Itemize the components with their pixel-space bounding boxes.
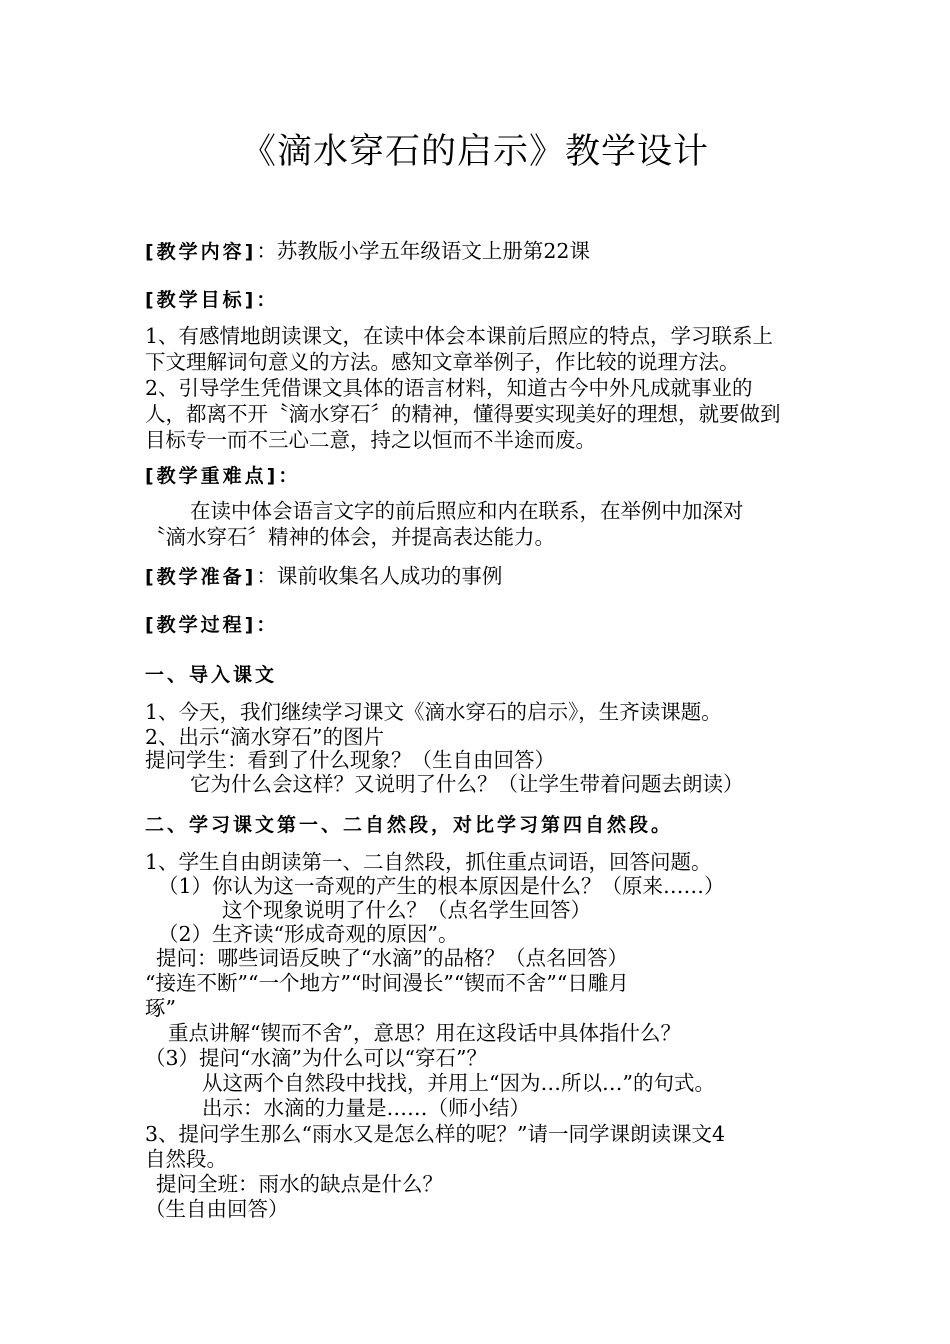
section2-line: 提问：哪些词语反映了“水滴”的品格？（点名回答） — [156, 946, 628, 970]
goals-line: 2、引导学生凭借课文具体的语言材料，知道古今中外凡成就事业的 — [145, 376, 753, 400]
key-points-line: 在读中体会语言文字的前后照应和内在联系，在举例中加深对 — [190, 499, 744, 523]
process-heading: [教学过程]： — [145, 614, 279, 636]
content-text: ：苏教版小学五年级语文上册第22课 — [256, 239, 590, 263]
key-points-heading: [教学重难点]： — [145, 465, 301, 487]
section2-line: 重点讲解“锲而不舍”，意思？用在这段话中具体指什么？ — [168, 1021, 681, 1045]
section2-line: 提问全班：雨水的缺点是什么？ — [156, 1172, 443, 1196]
section1-line: 1、今天，我们继续学习课文《滴水穿石的启示》，生齐读课题。 — [145, 700, 722, 724]
content-label: [教学内容] — [145, 241, 257, 263]
section1-heading: 一、导入课文 — [145, 664, 278, 686]
section2-line: “接连不断”“一个地方”“时间漫长”“锲而不舍”“日雕月 — [145, 971, 629, 995]
goals-heading: [教学目标]： — [145, 289, 279, 311]
preparation-line — [145, 563, 502, 590]
section2-line: 从这两个自然段中找找，并用上“因为…所以…”的句式。 — [202, 1071, 715, 1095]
document-title: 《滴水穿石的启示》教学设计 — [240, 132, 709, 172]
section2-line: 1、学生自由朗读第一、二自然段，抓住重点词语，回答问题。 — [145, 850, 712, 874]
section1-line: 2、出示“滴水穿石”的图片 — [145, 725, 385, 749]
content-line — [145, 238, 590, 265]
goals-line: 1、有感情地朗读课文，在读中体会本课前后照应的特点，学习联系上 — [145, 324, 774, 348]
goals-line: 下文理解词句意义的方法。感知文章举例子，作比较的说理方法。 — [145, 350, 740, 374]
section1-line: 它为什么会这样？又说明了什么？（让学生带着问题去朗读） — [190, 772, 744, 796]
preparation-label: [教学准备] — [145, 566, 257, 588]
section2-line: 自然段。 — [145, 1147, 227, 1171]
goals-line: 人，都离不开〝滴水穿石〞的精神，懂得要实现美好的理想，就要做到 — [145, 402, 781, 426]
section2-heading: 二、学习课文第一、二自然段，对比学习第四自然段。 — [145, 814, 674, 836]
section2-line: （1）你认为这一奇观的产生的根本原因是什么？（原来……） — [158, 874, 725, 898]
goals-line: 目标专一而不三心二意，持之以恒而不半途而废。 — [145, 428, 596, 452]
section2-line: （生自由回答） — [145, 1197, 289, 1221]
section2-line: 琢” — [145, 996, 176, 1020]
section2-line: 出示：水滴的力量是……（师小结） — [202, 1096, 530, 1120]
preparation-text: ：课前收集名人成功的事例 — [256, 564, 503, 588]
section2-line: （3）提问“水滴”为什么可以“穿石”？ — [145, 1046, 487, 1070]
section2-line: 这个现象说明了什么？（点名学生回答） — [222, 898, 591, 922]
key-points-line: 〝滴水穿石〞精神的体会，并提高表达能力。 — [145, 525, 555, 549]
section2-line: 3、提问学生那么“雨水又是怎么样的呢？”请一同学课朗读课文4 — [145, 1122, 726, 1146]
section2-line: （2）生齐读“形成奇观的原因”。 — [158, 922, 459, 946]
section1-line: 提问学生：看到了什么现象？（生自由回答） — [145, 748, 555, 772]
